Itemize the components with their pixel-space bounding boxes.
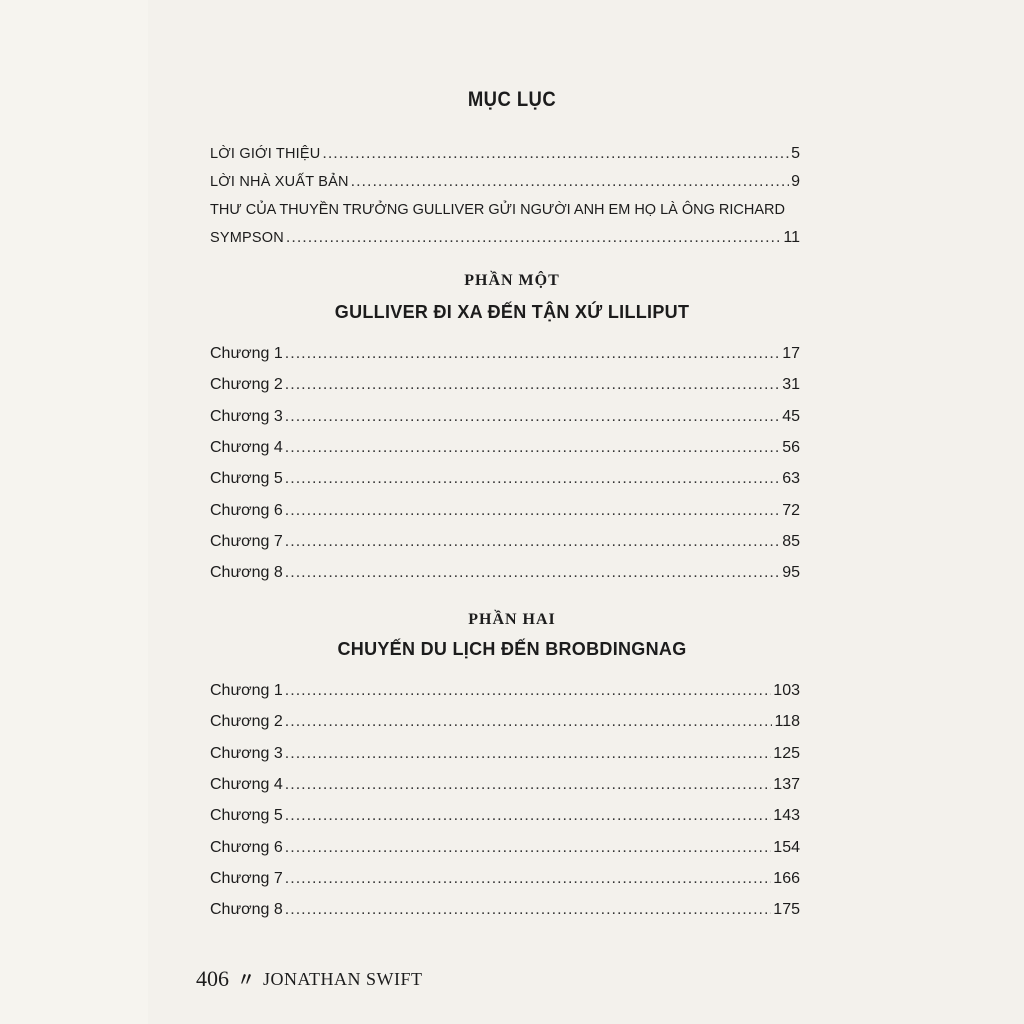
leader-dots [286,228,781,248]
entry-label: LỜI GIỚI THIỆU [210,146,321,162]
chapter-page-number: 45 [782,407,800,425]
toc-entry-introduction [210,144,800,164]
chapter-label: Chương 8 [210,564,283,582]
chapter-page-number: 31 [782,376,800,394]
toc-chapter-entry [210,344,800,364]
leader-dots [285,438,780,458]
chapter-page-number: 154 [773,838,800,856]
toc-chapter-entry [210,775,800,795]
toc-chapter-entry [210,469,800,489]
chapter-label: Chương 2 [210,713,283,731]
footer-page-number: 406 [196,966,229,991]
chapter-page-number: 103 [773,682,800,699]
footer-author: JONATHAN SWIFT [263,968,423,989]
entry-label: SYMPSON [210,230,284,246]
leader-dots [285,744,772,764]
chapter-label: Chương 8 [210,901,283,919]
footer-separator: 〃 [237,970,255,990]
chapter-label: Chương 6 [210,501,283,519]
leader-dots [285,501,780,521]
leader-dots [285,375,780,395]
leader-dots [285,869,772,889]
chapter-label: Chương 4 [210,438,283,456]
leader-dots [285,469,780,489]
chapter-page-number: 17 [782,345,800,362]
toc-chapter-entry [210,712,800,732]
page-footer [196,966,423,992]
chapter-page-number: 95 [782,564,800,582]
chapter-label: Chương 5 [210,470,283,488]
toc-chapter-entry [210,838,800,858]
chapter-label: Chương 3 [210,744,283,762]
chapter-label: Chương 5 [210,807,283,825]
entry-page-number: 9 [791,173,800,190]
chapter-label: Chương 1 [210,345,283,362]
chapter-page-number: 72 [782,501,800,519]
part-one-title: GULLIVER ĐI XA ĐẾN TẬN XỨ LILLIPUT [334,302,690,322]
chapter-page-number: 143 [773,807,800,825]
chapter-page-number: 166 [773,869,800,887]
toc-chapter-entry [210,563,800,583]
leader-dots [285,900,772,920]
leader-dots [285,532,780,552]
toc-chapter-entry [210,744,800,764]
chapter-page-number: 175 [773,901,800,919]
toc-entry-letter-line1: THƯ CỦA THUYỀN TRƯỞNG GULLIVER GỬI NGƯỜI ANH EM HỌ LÀ ÔNG RICHARD [210,202,785,218]
toc-chapter-entry [210,681,800,701]
chapter-label: Chương 3 [210,407,283,425]
leader-dots [322,144,789,164]
entry-label: LỜI NHÀ XUẤT BẢN [210,174,349,190]
chapter-label: Chương 6 [210,838,283,856]
chapter-page-number: 56 [782,438,800,456]
chapter-page-number: 137 [773,775,800,793]
entry-page-number: 5 [791,145,800,162]
chapter-label: Chương 4 [210,775,283,793]
part-two-title: CHUYẾN DU LỊCH ĐẾN BROBDINGNAG [337,639,687,659]
chapter-page-number: 125 [773,744,800,762]
toc-chapter-entry [210,407,800,427]
leader-dots [285,775,772,795]
toc-chapter-entry [210,806,800,826]
leader-dots [285,344,780,364]
toc-entry-publisher-note [210,172,800,192]
toc-title: MỤC LỤC [467,88,557,111]
leader-dots [285,712,773,732]
toc-chapter-entry [210,532,800,552]
chapter-page-number: 118 [774,713,800,731]
leader-dots [285,806,772,826]
part-two-label: PHẦN HAI [468,611,556,628]
leader-dots [285,407,780,427]
leader-dots [285,681,772,701]
toc-chapter-entry [210,900,800,920]
chapter-label: Chương 2 [210,376,283,394]
chapter-page-number: 63 [782,470,800,488]
chapter-page-number: 85 [782,532,800,550]
leader-dots [285,563,780,583]
toc-chapter-entry [210,869,800,889]
chapter-label: Chương 7 [210,869,283,887]
toc-chapter-entry [210,501,800,521]
chapter-label: Chương 1 [210,682,283,699]
toc-entry-letter [210,228,800,248]
part-one-label: PHẦN MỘT [464,272,560,289]
entry-page-number: 11 [783,229,800,246]
leader-dots [285,838,772,858]
chapter-label: Chương 7 [210,532,283,550]
leader-dots [351,172,789,192]
toc-chapter-entry [210,375,800,395]
toc-chapter-entry [210,438,800,458]
